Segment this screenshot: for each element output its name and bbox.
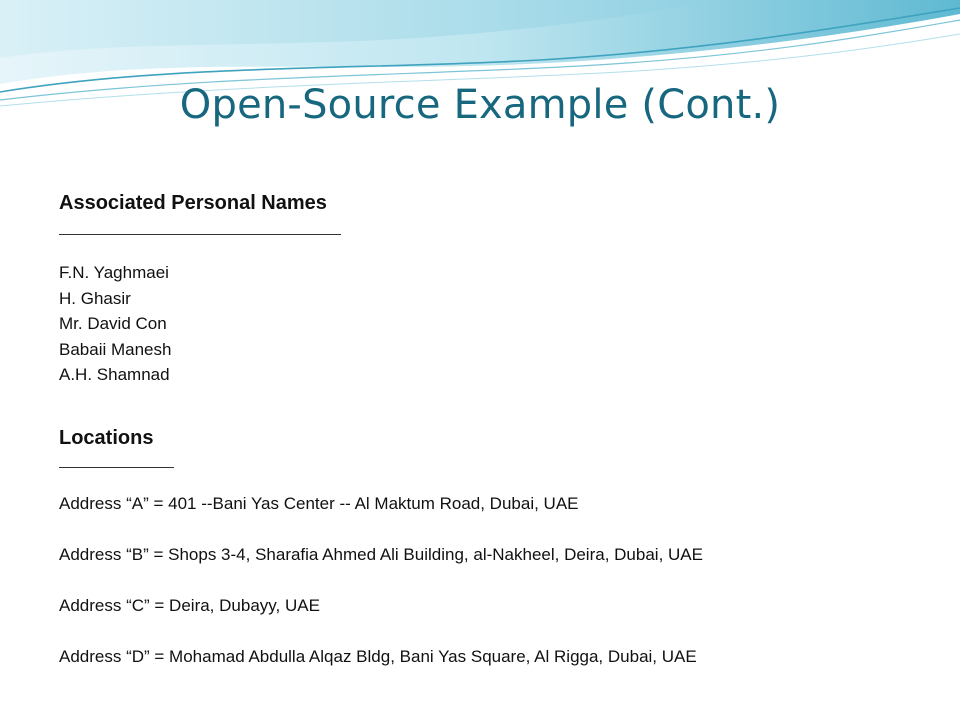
list-item: F.N. Yaghmaei	[59, 263, 169, 282]
list-item: H. Ghasir	[59, 288, 131, 308]
page-title: Open-Source Example (Cont.)	[179, 82, 781, 128]
address-c: Address “C” = Deira, Dubayy, UAE	[59, 596, 320, 615]
personal-names-underline	[59, 234, 341, 235]
address-b: Address “B” = Shops 3-4, Sharafia Ahmed Ali Building, al-Nakheel, Deira, Dubai, UAE	[59, 545, 703, 564]
list-item: Mr. David Con	[59, 314, 167, 333]
address-d: Address “D” = Mohamad Abdulla Alqaz Bldg, Bani Yas Square, Al Rigga, Dubai, UAE	[59, 647, 697, 666]
address-a: Address “A” = 401 --Bani Yas Center -- Al Maktum Road, Dubai, UAE	[59, 494, 579, 513]
locations-heading: Locations	[59, 427, 154, 449]
personal-names-list	[59, 260, 171, 388]
personal-names-heading: Associated Personal Names	[59, 192, 327, 214]
list-item: A.H. Shamnad	[59, 365, 170, 384]
list-item: Babaii Manesh	[59, 339, 172, 359]
locations-underline	[59, 467, 174, 468]
